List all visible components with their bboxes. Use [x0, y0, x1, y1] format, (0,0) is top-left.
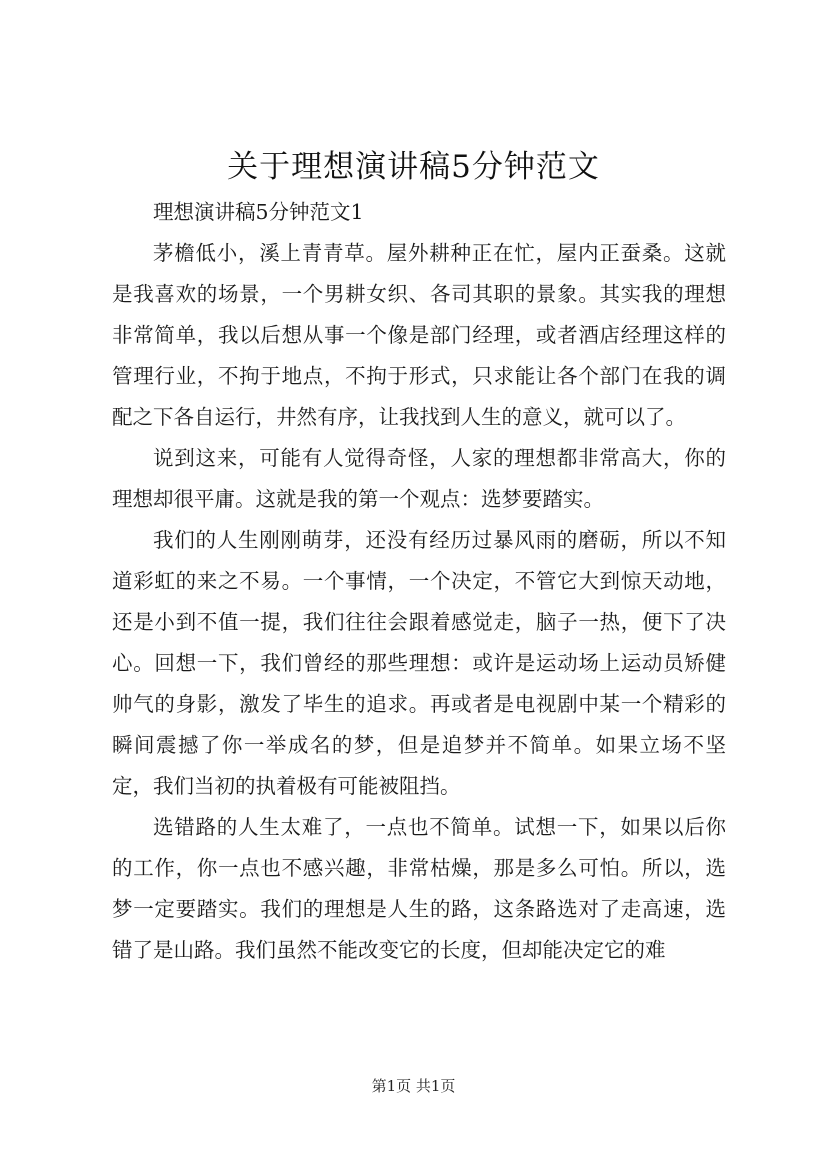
- paragraph: 茅檐低小，溪上青青草。屋外耕种正在忙，屋内正蚕桑。这就是我喜欢的场景，一个男耕女织、各司其职的景象。其实我的理想非常简单，我以后想从事一个像是部门经理，或者酒店经理这样的管理行业，不拘于地点，不拘于形式，只求能让各个部门在我的调配之下各自运行，井然有序，让我找到人生的意义，就可以了。: [112, 241, 726, 429]
- document-title: 关于理想演讲稿5分钟范文: [227, 149, 600, 185]
- paragraph: 我们的人生刚刚萌芽，还没有经历过暴风雨的磨砺，所以不知道彩虹的来之不易。一个事情，一个决定，不管它大到惊天动地，还是小到不值一提，我们往往会跟着感觉走，脑子一热，便下了决心。回想一下，我们曾经的那些理想：或许是运动场上运动员矫健帅气的身影，激发了毕生的追求。再或者是电视剧中某一个精彩的瞬间震撼了你一举成名的梦，但是追梦并不简单。如果立场不坚定，我们当初的执着极有可能被阻挡。: [112, 528, 726, 798]
- section-heading: 理想演讲稿5分钟范文1: [153, 200, 364, 224]
- paragraph: 选错路的人生太难了，一点也不简单。试想一下，如果以后你的工作，你一点也不感兴趣，非常枯燥，那是多么可怕。所以，选梦一定要踏实。我们的理想是人生的路，这条路选对了走高速，选错了是山路。我们虽然不能改变它的长度，但却能决定它的难: [112, 815, 726, 962]
- page-number-footer: 第1页 共1页: [371, 1077, 456, 1095]
- document-body: [112, 192, 726, 971]
- paragraph: 说到这来，可能有人觉得奇怪，人家的理想都非常高大，你的理想却很平庸。这就是我的第一个观点：选梦要踏实。: [112, 446, 726, 511]
